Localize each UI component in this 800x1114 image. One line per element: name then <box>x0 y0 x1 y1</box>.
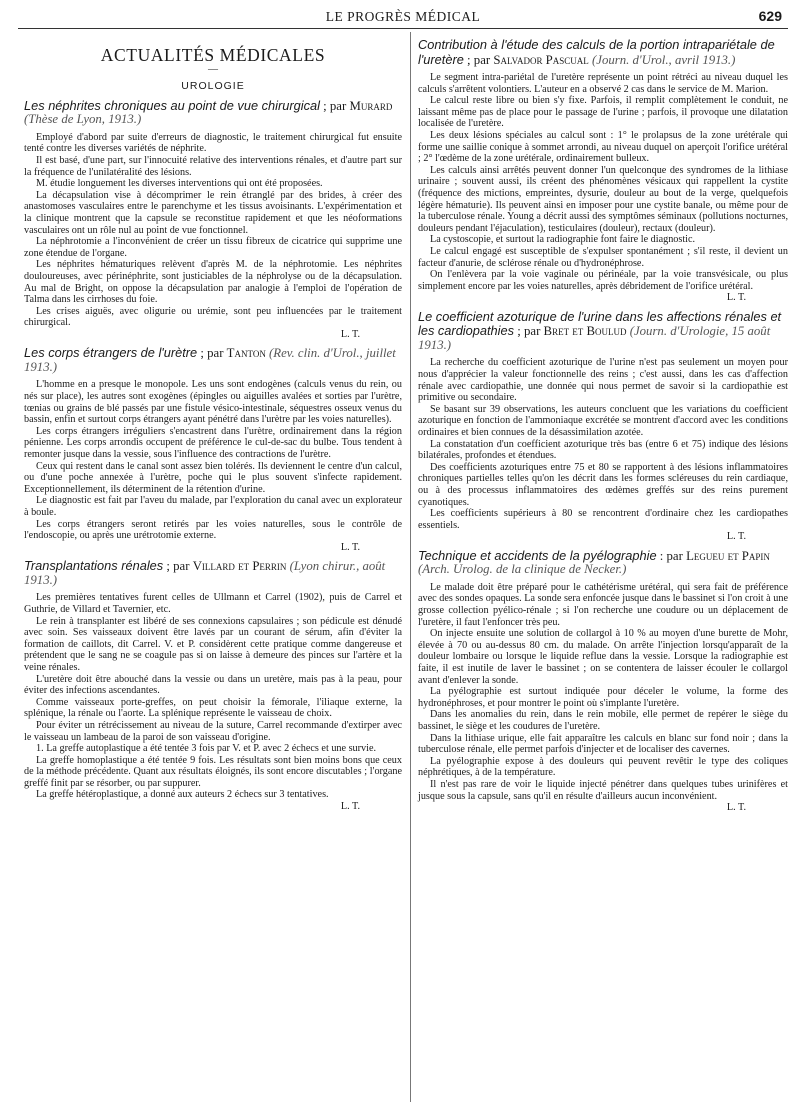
article-heading <box>418 549 788 577</box>
right-articles <box>418 38 788 814</box>
article-author: Villard et Perrin <box>192 559 287 574</box>
article-paragraph: La greffe homoplastique a été tentée 9 fois. Les résultats sont bien moins bons que ceux de la méthode précédente. Quant aux résultats éloignés, ils sont encore discutables ; l'organe greffé finit par se résorber, ou par suppurer. <box>24 754 402 789</box>
article-source: (Journ. d'Urol., avril 1913.) <box>592 52 736 67</box>
article-paragraph: La recherche du coefficient azoturique de l'urine n'est pas seulement un moyen pour nous d'apprécier la valeur fonctionnelle des reins ; c'est aussi, dans les cas d'affection rénale avec cardiopathie, une donnée qui nous permet de savoir si la cardiopathie est primitive ou secondaire. <box>418 357 788 404</box>
article-source: (Journ. d'Urologie, 15 août 1913.) <box>418 324 771 352</box>
right-column <box>418 32 788 814</box>
article-signature: L. T. <box>340 328 360 340</box>
article-author: Salvador Pascual <box>493 52 589 67</box>
article-title: Les corps étrangers de l'urètre <box>24 345 198 361</box>
article-paragraph: Les deux lésions spéciales au calcul sont : 1° le prolapsus de la zone urétérale qui forme une saillie conique à sommet arrondi, au niveau duquel on aperçoit l'orifice urétéral ; 2° l'œdème de la zone urétérale, ordinairement bulleux. <box>418 129 788 165</box>
article <box>24 559 402 812</box>
article-paragraph: Dans la lithiase urique, elle fait apparaître les calculs en blanc sur fond noir ; dans la tuberculose rénale, elle permet parfois d'injecter et de localiser des cavernes. <box>418 732 788 756</box>
article-author: Legueu et Papin <box>686 548 770 563</box>
article-paragraph: Dans les anomalies du rein, dans le rein mobile, elle permet de repérer le siège du bassinet, le siège et les coudures de l'uretère. <box>418 709 788 732</box>
article-paragraph: Pour éviter un rétrécissement au niveau de la suture, Carrel recommande d'extirper avec le vaisseau un lambeau de la paroi de son vaisseau d'origine. <box>24 719 402 743</box>
article-signature: L. T. <box>340 541 360 553</box>
article-paragraph: Des coefficients azoturiques entre 75 et 80 se rapportent à des lésions inflammatoires chroniques partielles telles qu'on les décrit dans les formes scléreuses du rein cardiaque, ou à des processus inflammatoires des œdèmes greffés sur des reins purement cyanotiques. <box>418 461 788 508</box>
article-paragraph: M. étudie longuement les diverses interventions qui ont été proposées. <box>36 178 323 190</box>
article-paragraph: L'homme en a presque le monopole. Les uns sont endogènes (calculs venus du rein, ou nés sur place), les autres sont exogènes (épingles ou aiguilles avalées et sorties par l'urètre, tœnias ou grains de blé passés par une fistule vésico-intestinale, séquestres osseux venus du bassin, enfin et surtout corps étrangers ayant pénétré dans l'urètre par les voies naturelles). <box>24 379 402 426</box>
article-paragraph: Le calcul engagé est susceptible de s'expulser spontanément ; s'il reste, il devient un facteur d'anurie, de sclérose rénale ou d'hydronéphrose. <box>418 245 788 269</box>
article-signature: L. T. <box>340 801 360 813</box>
header-rule <box>18 28 788 29</box>
article-title: Transplantations rénales <box>24 558 164 574</box>
article-by: ; par <box>319 98 350 113</box>
article <box>418 310 788 543</box>
article-paragraph: Les corps étrangers irréguliers s'encastrent dans l'urètre, ordinairement dans la région pénienne. Les corps arrondis occupent de préférence le cul-de-sac du bulbe. Tous tendent à remonter jusque dans la vessie, sous l'influence des contractions de l'urètre. <box>24 425 402 461</box>
article-paragraph: Le segment intra-pariétal de l'uretère représente un point rétréci au niveau duquel les calculs s'arrêtent volontiers. L'auteur en a observé 2 cas dans le service de M. Marion. <box>418 72 788 95</box>
article-paragraph: On l'enlèvera par la voie vaginale ou périnéale, par la voie transvésicale, ou plus simplement encore par les voies naturelles, après débridement de l'orifice urétéral. <box>418 269 788 292</box>
journal-title: LE PROGRÈS MÉDICAL <box>325 9 481 24</box>
article-paragraph: Les calculs ainsi arrêtés peuvent donner l'un quelconque des syndromes de la lithiase urinaire ; souvent aussi, ils créent des phénomènes vésicaux qui rappellent la cystite (fréquence des mictions, empreintes, dysurie, douleur au bout de la verge, quelquefois légère hématurie). Ils peuvent ainsi en imposer pour une cystite banale, ou même pour de la tuberculose rénale. Young a décrit aussi des symptômes séminaux (pollutions nocturnes, douleurs pendant l'éjaculation), testiculaires (douleur), rectaux (douleur). <box>418 164 788 234</box>
left-column <box>24 34 402 813</box>
article-by: ; par <box>163 559 193 574</box>
article <box>418 38 788 304</box>
section-title: ACTUALITÉS MÉDICALES <box>100 45 326 65</box>
article-heading <box>24 346 402 374</box>
article <box>24 346 402 553</box>
article-paragraph: Il est basé, d'une part, sur l'innocuité relative des interventions rénales, et d'autre part sur la fréquence de l'unilatéralité des lésions. <box>24 154 402 178</box>
article <box>418 549 788 814</box>
article-title: Technique et accidents de la pyélographie <box>418 547 657 563</box>
article-author: Tanton <box>226 346 266 361</box>
column-divider <box>410 32 411 1102</box>
article-paragraph: La décapsulation vise à décomprimer le rein étranglé par des brides, à créer des anastomoses vasculaires entre le parenchyme et les tissus avoisinants. L'expérimentation et la clinique montrent que la capsule se reconstitue rapidement et que les néoformations vasculaires ont un rôle nul au point de vue fonctionnel. <box>24 189 402 236</box>
article-source: (Lyon chirur., août 1913.) <box>24 559 386 587</box>
article-paragraph: Le diagnostic est fait par l'aveu du malade, par l'exploration du canal avec un explorateur à boule. <box>24 495 402 518</box>
article-paragraph: Comme vaisseaux porte-greffes, on peut choisir la fémorale, l'iliaque externe, la splénique, la rénale ou l'aorte. La splénique représente le vaisseau de choix. <box>24 696 402 720</box>
article-paragraph: Les premières tentatives furent celles de Ullmann et Carrel (1902), puis de Carrel et Guthrie, de Villard et Tavernier, etc. <box>24 592 402 615</box>
article-paragraph: Les coefficients supérieurs à 80 se rencontrent d'ordinaire chez les cardiopathes essentiels. <box>418 508 788 531</box>
article-signature: L. T. <box>726 802 746 814</box>
article-paragraph: Les néphrites hématuriques relèvent d'après M. de la néphrotomie. Les néphrites douloureuses, avec périnéphrite, sont justiciables de la néphrolyse ou de la décapsulation. Au mal de Bright, on oppose la décapsulation par analogie à l'emploi de l'opération de Talma dans les cirrhoses du foie. <box>24 259 402 306</box>
article-by: ; par <box>463 52 494 67</box>
article-paragraph: La constatation d'un coefficient azoturique très bas (entre 6 et 75) indique des lésions bilatérales, profondes et étendues. <box>418 438 788 462</box>
article-paragraph: Le rein à transplanter est libéré de ses connexions capsulaires ; son pédicule est dénudé avec soin. Ses vaisseaux doivent être lavés par un courant de sérum, afin d'éviter la formation de caillots, dit Carrel. V. et P. considèrent cette pratique comme dangereuse et prétendent que le sang ne se coagule pas si on laisse à demeure des pinces sur l'artère et la veine rénales. <box>24 615 402 673</box>
article-heading <box>418 38 788 67</box>
article-heading <box>418 310 788 353</box>
left-articles <box>24 99 402 813</box>
article-paragraph: La greffe hétéroplastique, a donné aux auteurs 2 échecs sur 3 tentatives. <box>36 789 329 801</box>
article-title: Contribution à l'étude des calculs de la portion intrapariétale de l'uretère <box>418 37 775 67</box>
subsection-title: UROLOGIE <box>181 80 245 93</box>
article-paragraph: Employé d'abord par suite d'erreurs de diagnostic, le traitement chirurgical fut ensuite tenté contre les diverses variétés de néphrite. <box>24 131 402 155</box>
article-by: ; par <box>197 346 227 361</box>
article-source: (Rev. clin. d'Urol., juillet 1913.) <box>24 346 396 374</box>
article-paragraph: On injecte ensuite une solution de collargol à 10 % au moyen d'une burette de Mohr, élevée à 70 ou au-dessus 80 cm. du malade. On arrête l'injection lorsqu'apparaît de la douleur lombaire ou lorsque le liquide reflue dans la vessie. Lorsque la radiographie est faite, il est inutile de laver le bassinet ; on se contentera de laisser écouler le collargol avant d'enlever la sonde. <box>418 628 788 686</box>
article-paragraph: La néphrotomie a l'inconvénient de créer un tissu fibreux de cicatrice qui supprime une zone étendue de l'organe. <box>24 236 402 259</box>
section-dash: — <box>208 63 218 75</box>
article-paragraph: La pyélographie expose à des douleurs qui peuvent revêtir le type des coliques néphrétiques, à de la température. <box>418 755 788 779</box>
article-signature: L. T. <box>726 531 746 543</box>
article-paragraph: La cystoscopie, et surtout la radiographie font faire le diagnostic. <box>430 234 696 246</box>
article-paragraph: Les crises aiguës, avec oligurie ou urémie, sont peu influencées par le traitement chirurgical. <box>24 305 402 329</box>
article-title: Les néphrites chroniques au point de vue chirurgical <box>24 97 320 113</box>
article-paragraph: Les corps étrangers seront retirés par les voies naturelles, sous le contrôle de l'endoscopie, ou après une urétrotomie externe. <box>24 518 402 542</box>
article-paragraph: Le calcul reste libre ou bien s'y fixe. Parfois, il remplit complètement le conduit, ne laissant même pas de place pour le passage de l'urine ; parfois, il provoque une dilatation localisée de l'uretère. <box>418 95 788 130</box>
page-header <box>18 6 788 28</box>
article-by: ; par <box>514 324 544 339</box>
article-author: Murard <box>349 98 393 113</box>
article-author: Bret et Boulud <box>543 324 627 339</box>
article-heading <box>24 559 402 587</box>
article-signature: L. T. <box>726 292 746 304</box>
article-paragraph: La pyélographie est surtout indiquée pour déceler le volume, la forme des hydronéphroses, et pour montrer le point où s'implante l'uretère. <box>418 686 788 709</box>
article-title: Le coefficient azoturique de l'urine dans les affections rénales et les cardiopathies <box>418 308 782 339</box>
article-heading <box>24 99 402 127</box>
article-source: (Thèse de Lyon, 1913.) <box>24 112 142 127</box>
article-paragraph: Il n'est pas rare de voir le liquide injecté pénétrer dans quelques tubes urinifères et jusque sous la capsule, sans qu'il en résulte d'ailleurs aucun inconvénient. <box>418 778 788 802</box>
article-paragraph: L'uretère doit être abouché dans la vessie ou dans un uretère, mais pas à la peau, pour éviter des infections ascendantes. <box>24 673 402 697</box>
article-source: (Arch. Urolog. de la clinique de Necker.) <box>418 562 627 577</box>
article-paragraph: Ceux qui restent dans le canal sont assez bien tolérés. Ils deviennent le centre d'un calcul, ou d'une poche annexée à l'urètre, poche qui le plus souvent s'infecte rapidement. Exceptionnellement, ils déterminent de la rétention d'urine. <box>24 460 402 495</box>
article-by: : par <box>656 548 687 563</box>
article-paragraph: Le malade doit être préparé pour le cathétérisme urétéral, qui sera fait de préférence avec des sondes opaques. La sonde sera enfoncée jusque dans le bassinet si l'on croit à une grosse collection pyélico-rénale ; si l'on recherche une coudure ou un déplacement de l'uretère, il faut l'enfoncer très peu. <box>418 581 788 628</box>
article-paragraph: 1. La greffe autoplastique a été tentée 3 fois par V. et P. avec 2 échecs et une survie. <box>36 743 377 755</box>
article <box>24 99 402 341</box>
page-number: 629 <box>758 8 782 24</box>
article-paragraph: Se basant sur 39 observations, les auteurs concluent que les variations du coefficient azoturique en fonction de l'ammoniaque excrétée se montrent d'accord avec les conditions ordinaires et bien connues de la désassimilation azotée. <box>418 403 788 438</box>
